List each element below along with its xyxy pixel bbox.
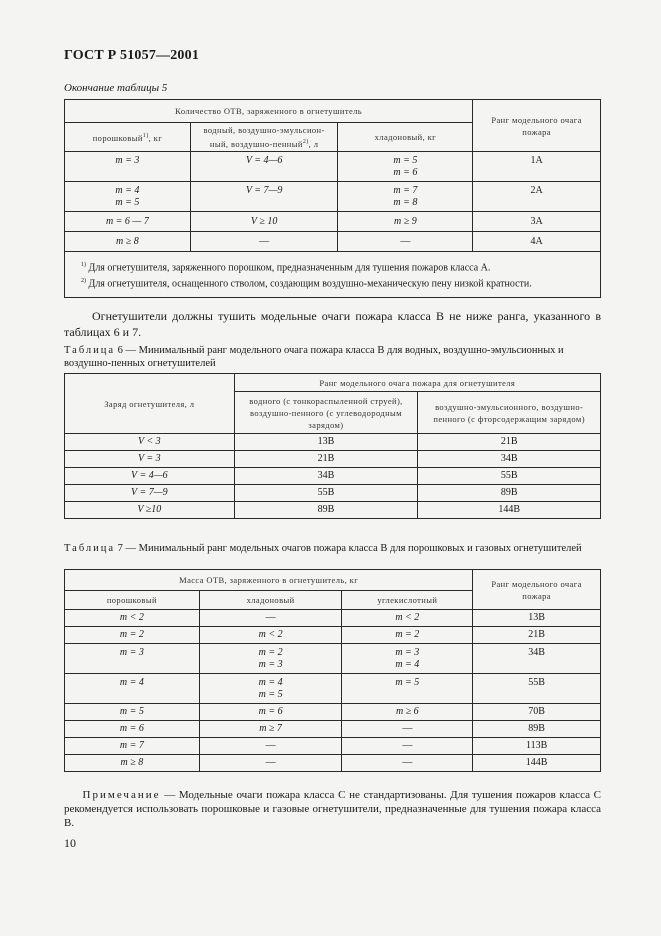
table7-caption: Таблица 7 — Минимальный ранг модельных очагов пожара класса В для порошковых и газовых огнетушителей bbox=[64, 543, 582, 554]
table-cell: m = 3 m = 4 bbox=[342, 644, 473, 674]
table-cell: 21B bbox=[234, 451, 418, 468]
table-cell: m = 6 — 7 bbox=[65, 212, 191, 232]
table5-col-halon: хладоновый, кг bbox=[338, 123, 473, 152]
table-row bbox=[65, 212, 601, 232]
table-row bbox=[65, 152, 601, 182]
table-row bbox=[65, 451, 601, 468]
table-row bbox=[65, 232, 601, 252]
table-row bbox=[65, 674, 601, 704]
table5-header-group: Количество ОТВ, заряженного в огнетушитель bbox=[65, 100, 473, 123]
table-row bbox=[65, 434, 601, 451]
table-cell: 13B bbox=[473, 610, 601, 627]
table-cell: m = 5 m = 6 bbox=[338, 152, 473, 182]
table-cell: m = 7 m = 8 bbox=[338, 182, 473, 212]
table-row bbox=[65, 468, 601, 485]
table5-col-powder: порошковый$^{1)}$, кг bbox=[65, 123, 191, 152]
table-cell: m = 7 bbox=[65, 738, 200, 755]
table-cell: m = 5 bbox=[65, 704, 200, 721]
table-row bbox=[65, 485, 601, 502]
table7-col-halon: хладоновый bbox=[199, 591, 342, 610]
table5 bbox=[64, 99, 601, 298]
table6-col-charge: Заряд огнетушителя, л bbox=[65, 374, 235, 434]
table-cell: 21B bbox=[473, 627, 601, 644]
table-cell: m ≥ 6 bbox=[342, 704, 473, 721]
table-cell: — bbox=[342, 755, 473, 772]
table-cell: m ≥ 9 bbox=[338, 212, 473, 232]
table-cell: m ≥ 8 bbox=[65, 232, 191, 252]
page-number: 10 bbox=[64, 836, 76, 850]
table-cell: m < 2 bbox=[342, 610, 473, 627]
table-row bbox=[65, 502, 601, 519]
footnote-2: $^{2)}$ Для огнетушителя, оснащенного стволом, создающим воздушно-механическую пену низкой кратности. bbox=[81, 277, 532, 289]
note: Примечание — Модельные очаги пожара класса С не стандартизованы. Для тушения пожаров класса С рекомендуется использовать порошковые и газовые огнетушители, предназначенные для тушения пожара класса В. bbox=[64, 789, 602, 829]
table5-caption: Окончание таблицы 5 bbox=[64, 82, 168, 94]
table-cell: m < 2 bbox=[199, 627, 342, 644]
table7 bbox=[64, 569, 601, 772]
table-cell: 34B bbox=[234, 468, 418, 485]
table-cell: — bbox=[190, 232, 338, 252]
table5-footnotes bbox=[65, 252, 601, 298]
table-row bbox=[65, 721, 601, 738]
table-cell: 2A bbox=[473, 182, 601, 212]
table-cell: V ≥10 bbox=[65, 502, 235, 519]
table5-col-rank: Ранг модельного очага пожара bbox=[473, 100, 601, 152]
table-cell: m ≥ 7 bbox=[199, 721, 342, 738]
table-cell: m = 3 bbox=[65, 152, 191, 182]
table-cell: m = 4 m = 5 bbox=[199, 674, 342, 704]
table-cell: m < 2 bbox=[65, 610, 200, 627]
table6-col-emulsion: воздушно-эмульсионного, воздушно-пенного (с фторсодержащим зарядом) bbox=[418, 392, 601, 434]
table-cell: 55B bbox=[234, 485, 418, 502]
table-cell: m = 6 bbox=[65, 721, 200, 738]
table-row bbox=[65, 755, 601, 772]
table6 bbox=[64, 373, 601, 519]
table-row bbox=[65, 182, 601, 212]
table-cell: 4A bbox=[473, 232, 601, 252]
table-cell: m = 2 m = 3 bbox=[199, 644, 342, 674]
table-cell: 89B bbox=[418, 485, 601, 502]
table-cell: 21B bbox=[418, 434, 601, 451]
table-cell: — bbox=[338, 232, 473, 252]
table-cell: m = 5 bbox=[342, 674, 473, 704]
table-cell: — bbox=[199, 738, 342, 755]
table-cell: V ≥ 10 bbox=[190, 212, 338, 232]
table-cell: 55B bbox=[418, 468, 601, 485]
table-row bbox=[65, 644, 601, 674]
table6-header-group: Ранг модельного очага пожара для огнетушителя bbox=[234, 374, 600, 392]
table6-caption: Таблица 6 — Минимальный ранг модельного очага пожара класса В для водных, воздушно-эмульсионных и воздушно-пенных огнетушителей bbox=[64, 345, 564, 369]
table-cell: — bbox=[342, 738, 473, 755]
table-row bbox=[65, 610, 601, 627]
table-cell: m = 3 bbox=[65, 644, 200, 674]
table-cell: 34B bbox=[473, 644, 601, 674]
table7-col-powder: порошковый bbox=[65, 591, 200, 610]
table-cell: V = 4—6 bbox=[65, 468, 235, 485]
table-cell: 70B bbox=[473, 704, 601, 721]
table-cell: — bbox=[342, 721, 473, 738]
table-cell: m = 4 bbox=[65, 674, 200, 704]
table-cell: m = 6 bbox=[199, 704, 342, 721]
table-cell: 89B bbox=[473, 721, 601, 738]
footnote-1: $^{1)}$ Для огнетушителя, заряженного порошком, предназначенным для тушения пожаров класса А. bbox=[81, 262, 491, 274]
table7-col-co2: углекислотный bbox=[342, 591, 473, 610]
table-cell: 1A bbox=[473, 152, 601, 182]
table-cell: V = 4—6 bbox=[190, 152, 338, 182]
table-cell: 113B bbox=[473, 738, 601, 755]
table-cell: 144B bbox=[473, 755, 601, 772]
table-row bbox=[65, 704, 601, 721]
table-cell: 89B bbox=[234, 502, 418, 519]
document-header: ГОСТ Р 51057—2001 bbox=[64, 48, 200, 63]
table-cell: 13B bbox=[234, 434, 418, 451]
table-cell: V = 7—9 bbox=[190, 182, 338, 212]
table-cell: 144B bbox=[418, 502, 601, 519]
table7-header-group: Масса ОТВ, заряженного в огнетушитель, кг bbox=[65, 570, 473, 591]
table-cell: m ≥ 8 bbox=[65, 755, 200, 772]
table-cell: — bbox=[199, 755, 342, 772]
table-cell: 55B bbox=[473, 674, 601, 704]
table-cell: V = 3 bbox=[65, 451, 235, 468]
table5-col-water: водный, воздушно-эмульсион- ный, воздушно-пенный$^{2)}$, л bbox=[190, 123, 338, 152]
paragraph-class-b: Огнетушители должны тушить модельные очаги пожара класса В не ниже ранга, указанного в таблицах 6 и 7. bbox=[64, 309, 601, 339]
table-cell: 3A bbox=[473, 212, 601, 232]
table-cell: 34B bbox=[418, 451, 601, 468]
table7-col-rank: Ранг модельного очага пожара bbox=[473, 570, 601, 610]
table-cell: m = 2 bbox=[342, 627, 473, 644]
table-cell: V < 3 bbox=[65, 434, 235, 451]
table-cell: — bbox=[199, 610, 342, 627]
table-row bbox=[65, 627, 601, 644]
table-row bbox=[65, 738, 601, 755]
table-cell: m = 2 bbox=[65, 627, 200, 644]
table6-col-water: водного (с тонкораспыленной струей), воздушно-пенного (с углеводородным зарядом) bbox=[234, 392, 418, 434]
table-cell: V = 7—9 bbox=[65, 485, 235, 502]
table-cell: m = 4 m = 5 bbox=[65, 182, 191, 212]
